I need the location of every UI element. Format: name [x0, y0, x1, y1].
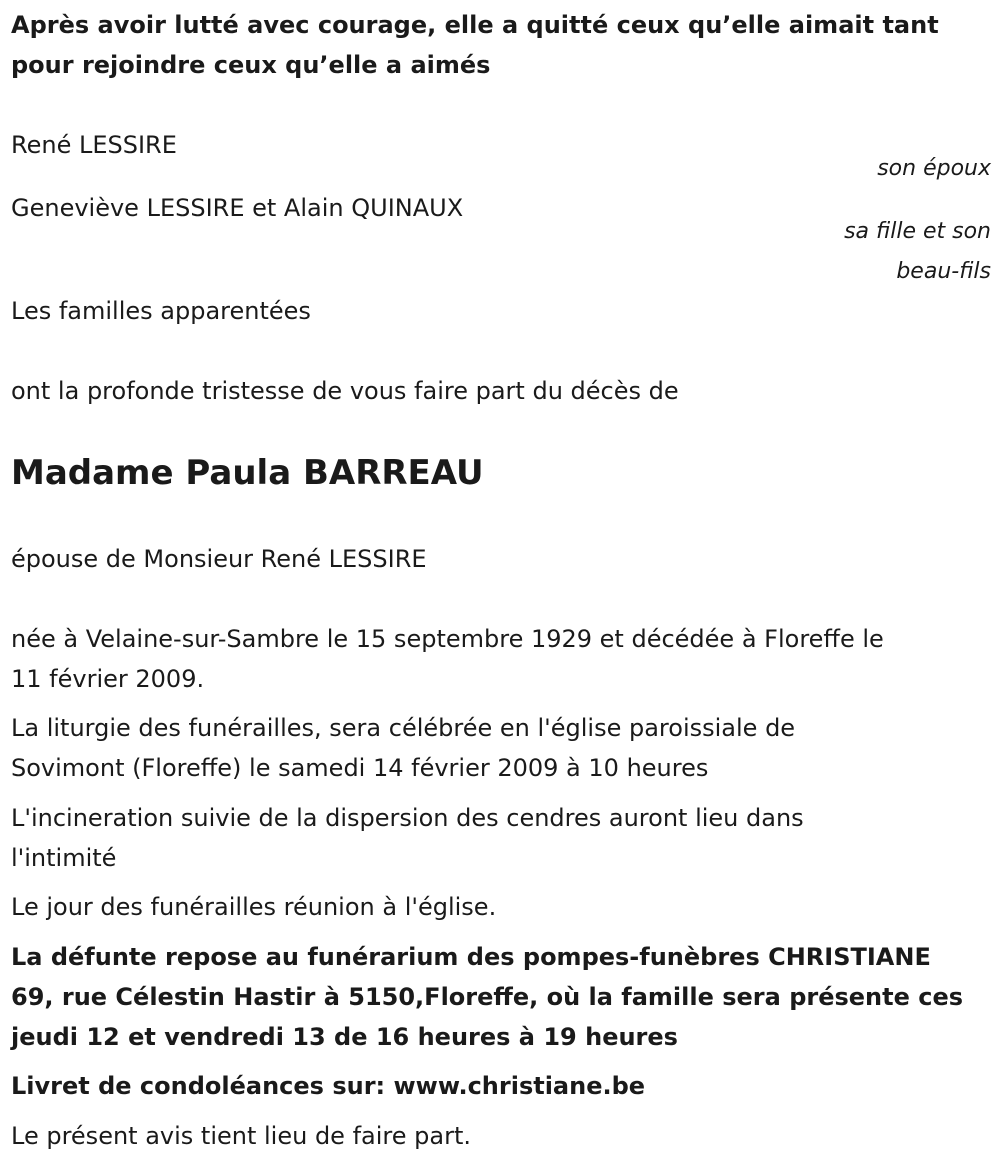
incineration-line-1: L'incineration suivie de la dispersion des cendres auront lieu dans: [11, 804, 804, 832]
family-member-role: beau-fils: [896, 259, 991, 284]
condolences-line: Livret de condoléances sur: www.christiane.be: [11, 1072, 646, 1100]
family-member-name: Geneviève LESSIRE et Alain QUINAUX: [11, 194, 464, 222]
spouse-line: épouse de Monsieur René LESSIRE: [11, 545, 427, 573]
closing-line: Le présent avis tient lieu de faire part.: [11, 1122, 471, 1150]
liturgy-line-1: La liturgie des funérailles, sera célébrée en l'église paroissiale de: [11, 714, 796, 742]
deceased-name: Madame Paula BARREAU: [11, 453, 484, 493]
announcement-text: ont la profonde tristesse de vous faire part du décès de: [11, 377, 679, 405]
birth-death-line-1: née à Velaine-sur-Sambre le 15 septembre 1929 et décédée à Floreffe le: [11, 625, 884, 653]
family-member-name: Les familles apparentées: [11, 297, 311, 325]
intro-line-1: Après avoir lutté avec courage, elle a quitté ceux qu’elle aimait tant: [11, 11, 939, 39]
incineration-line-2: l'intimité: [11, 844, 117, 872]
repose-line-3: jeudi 12 et vendredi 13 de 16 heures à 19 heures: [11, 1023, 678, 1051]
meeting-line: Le jour des funérailles réunion à l'église.: [11, 893, 497, 921]
repose-line-2: 69, rue Célestin Hastir à 5150,Floreffe, où la famille sera présente ces: [11, 983, 964, 1011]
family-member-role: sa fille et son: [844, 219, 991, 244]
liturgy-line-2: Sovimont (Floreffe) le samedi 14 février 2009 à 10 heures: [11, 754, 709, 782]
family-member-name: René LESSIRE: [11, 131, 177, 159]
birth-death-line-2: 11 février 2009.: [11, 665, 205, 693]
intro-line-2: pour rejoindre ceux qu’elle a aimés: [11, 51, 491, 79]
repose-line-1: La défunte repose au funérarium des pompes-funèbres CHRISTIANE: [11, 943, 931, 971]
family-member-role: son époux: [877, 156, 991, 181]
